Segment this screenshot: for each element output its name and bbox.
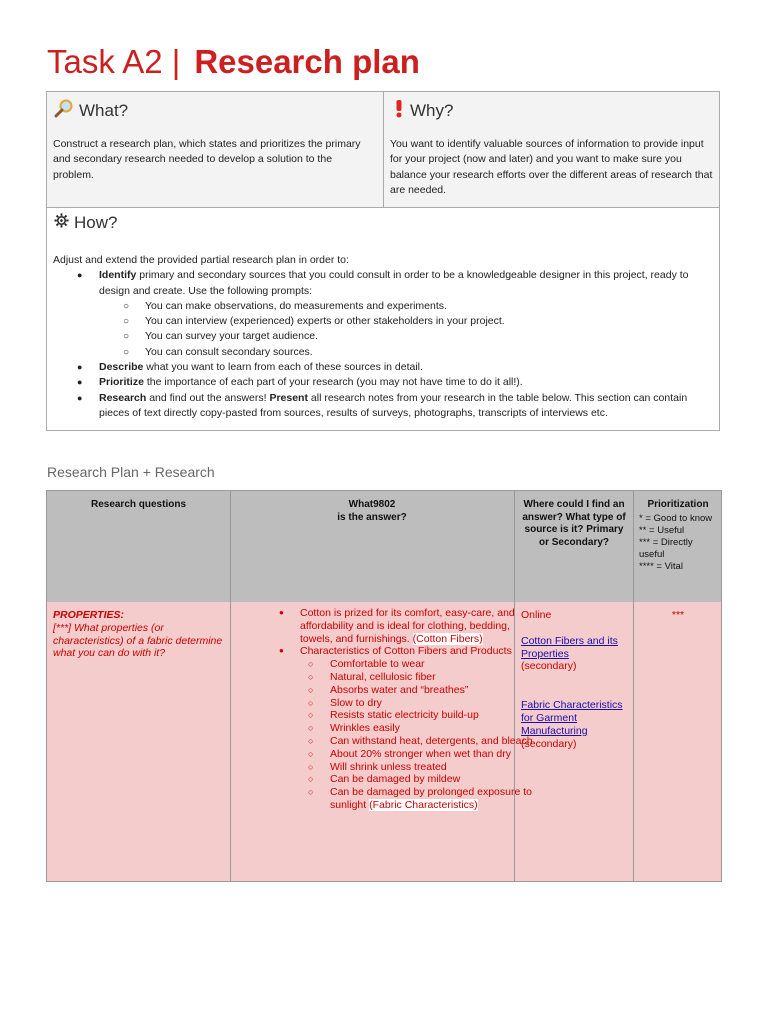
title-main: Research plan	[194, 43, 420, 80]
gear-icon	[54, 213, 69, 233]
how-list	[53, 268, 713, 421]
why-heading	[393, 98, 453, 123]
column-divider	[383, 92, 384, 207]
header-where-find: Where could I find an answer? What type of source is it? Primary or Secondary?	[522, 499, 626, 548]
how-heading	[54, 213, 117, 233]
page-title	[47, 42, 420, 82]
list-item: ○ Wrinkles easily	[283, 722, 545, 735]
what-text: Construct a research plan, which states and prioritizes the primary and secondary research needed to develop a solution to the problem.	[53, 138, 361, 181]
title-prefix: Task A2 |	[47, 43, 181, 80]
how-item-prioritize: ● Prioritize the importance of each part of your research (you may not have time to do it all!).	[53, 375, 713, 390]
source-note: (secondary)	[521, 737, 577, 750]
source-link-fabric-characteristics[interactable]: Fabric Characteristics for Garment Manufacturing	[521, 699, 623, 737]
source-note: (secondary)	[521, 660, 577, 673]
answer-list	[283, 607, 545, 812]
question-text: [***] What properties (or characteristics) of a fabric determine what you can do with it?	[53, 621, 223, 660]
exclamation-icon	[393, 98, 405, 123]
what-why-how-box	[46, 91, 720, 431]
prioritization-legend: * = Good to know ** = Useful *** = Directly useful **** = Vital	[639, 513, 713, 572]
how-item-describe: ● Describe what you want to learn from each of these sources in detail.	[53, 360, 713, 375]
list-item: ○ About 20% stronger when wet than dry	[283, 748, 545, 761]
list-item: ○ Natural, cellulosic fiber	[283, 671, 545, 684]
header-what-answer: What9802 is the answer?	[337, 499, 407, 523]
header-research-questions: Research questions	[90, 499, 187, 510]
how-intro: Adjust and extend the provided partial research plan in order to:	[53, 254, 349, 266]
list-item: ○ Resists static electricity build-up	[283, 709, 545, 722]
list-item: ○ Can be damaged by prolonged exposure to sunlight (Fabric Characteristics)	[283, 786, 545, 812]
source-type: Online	[521, 609, 552, 621]
prompt-item: ○ You can interview (experienced) experts or other stakeholders in your project.	[53, 314, 713, 329]
magnifier-icon	[54, 98, 74, 123]
list-item: ● Cotton is prized for its comfort, easy-care, and affordability and is ideal for clothing, bedding, towels, and furnishings. (Cotton Fibers)	[283, 607, 545, 645]
column-divider	[230, 491, 231, 881]
priority-value: ***	[671, 609, 685, 621]
list-item: ○ Will shrink unless treated	[283, 761, 545, 774]
source-link-cotton-fibers[interactable]: Cotton Fibers and its Properties	[521, 634, 618, 660]
column-divider	[633, 491, 634, 881]
prompt-item: ○ You can consult secondary sources.	[53, 345, 713, 360]
why-heading-label: Why?	[410, 100, 454, 120]
research-table	[46, 490, 722, 882]
header-prioritization: Prioritization	[647, 499, 709, 510]
how-body	[53, 253, 713, 421]
question-label: PROPERTIES:	[53, 609, 124, 621]
what-heading-label: What?	[79, 100, 129, 120]
list-item: ○ Comfortable to wear	[283, 658, 545, 671]
what-heading	[54, 98, 128, 123]
prompt-item: ○ You can survey your target audience.	[53, 329, 713, 344]
prompt-item: ○ You can make observations, do measurements and experiments.	[53, 299, 713, 314]
why-text: You want to identify valuable sources of information to provide input for your project (now and later) and you want to make sure you balance your research efforts over the different areas of research that are needed.	[390, 138, 713, 196]
how-item-identify: ● Identify primary and secondary sources that you could consult in order to be a knowledgeable designer in this project, ready to design and create. Use the following prompts:	[53, 268, 713, 299]
how-item-research: ● Research and find out the answers! Present all research notes from your research in the table below. This section can contain pieces of text directly copy-pasted from sources, results of surveys, photographs, transcripts of interviews etc.	[53, 391, 713, 422]
section-heading: Research Plan + Research	[47, 464, 215, 480]
list-item: ○ Can be damaged by mildew	[283, 773, 545, 786]
how-heading-label: How?	[74, 213, 118, 232]
research-question	[53, 609, 225, 660]
list-item: ● Characteristics of Cotton Fibers and Products	[283, 645, 545, 658]
source-cell	[521, 609, 629, 750]
list-item: ○ Slow to dry	[283, 697, 545, 710]
list-item: ○ Can withstand heat, detergents, and bleach	[283, 735, 545, 748]
list-item: ○ Absorbs water and “breathes”	[283, 684, 545, 697]
